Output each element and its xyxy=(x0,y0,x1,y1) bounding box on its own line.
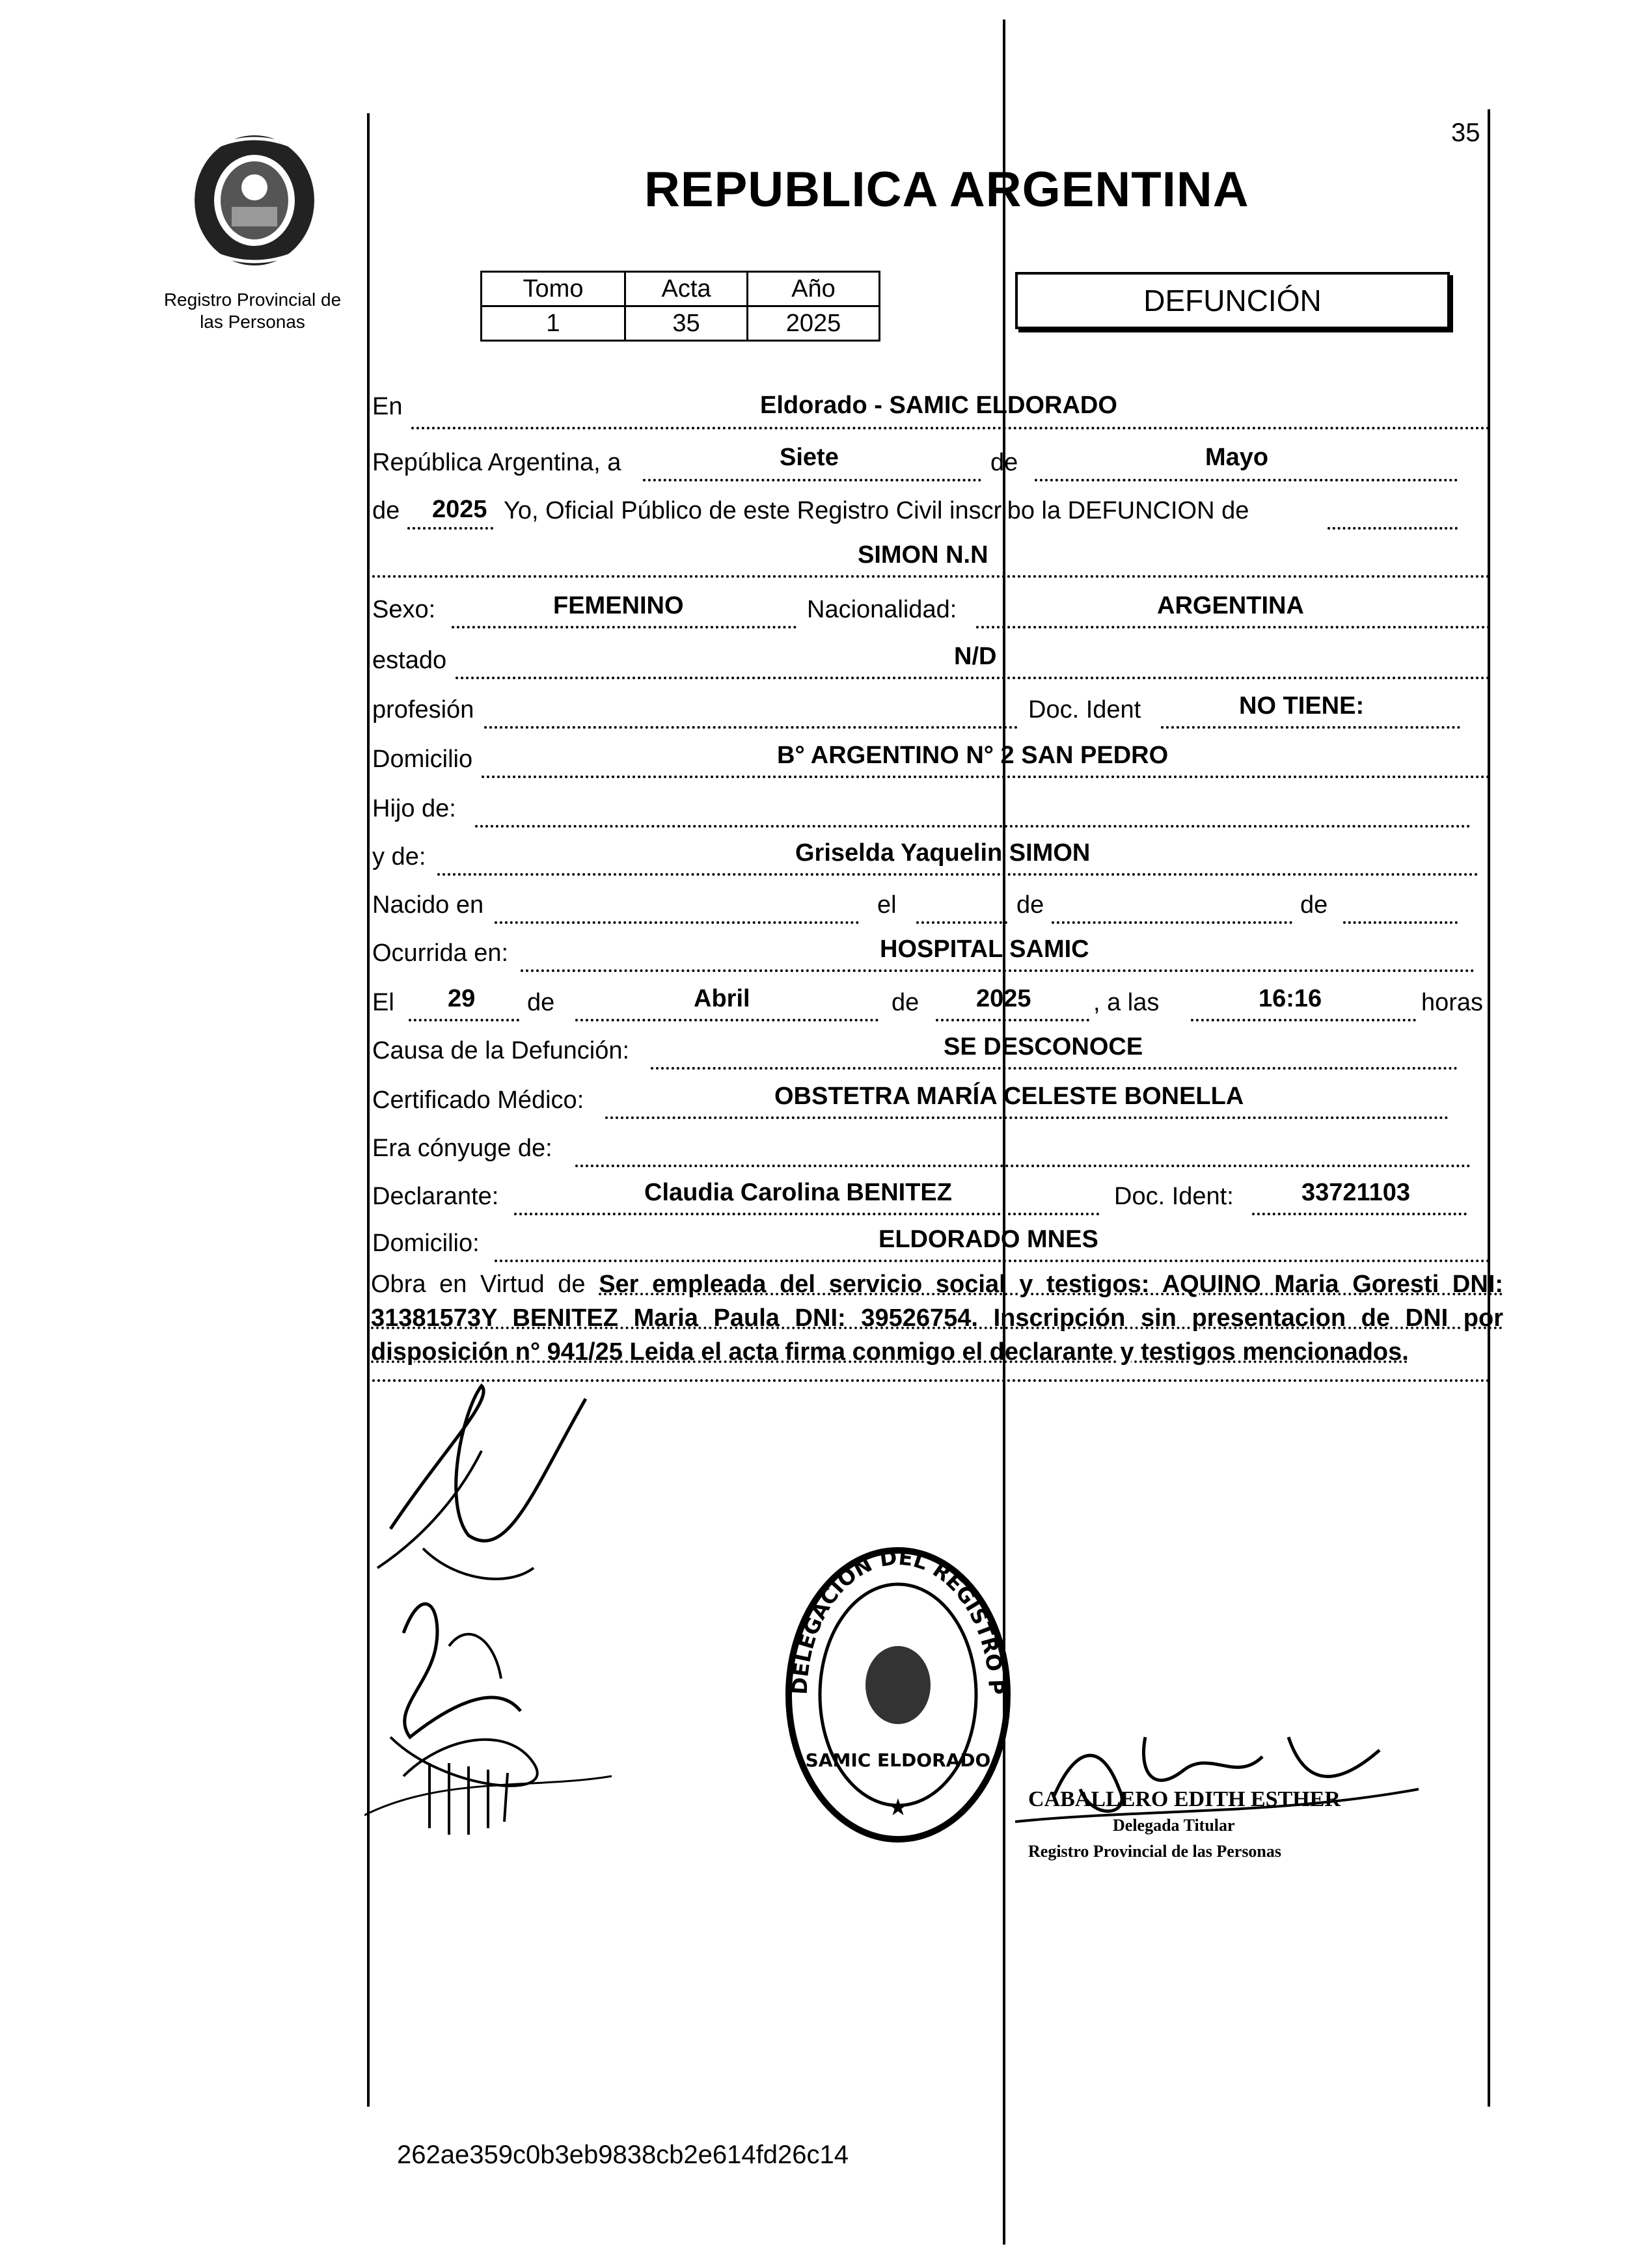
official-office: Registro Provincial de las Personas xyxy=(1028,1842,1282,1861)
anio-value: 2025 xyxy=(432,496,487,523)
delegation-seal xyxy=(781,1542,1015,1851)
obra-paragraph xyxy=(371,1267,1503,1369)
de-label-2: de xyxy=(1016,891,1044,919)
hijo-label: Hijo de: xyxy=(372,795,456,822)
seal-text: DELEGACION DEL REGISTRO P xyxy=(787,1545,1009,1695)
dotted-line xyxy=(437,873,1478,876)
mes-value: Mayo xyxy=(1205,444,1269,471)
fecha-anio-value: 2025 xyxy=(976,985,1031,1012)
dotted-line xyxy=(575,1019,878,1021)
center-fold-line xyxy=(1003,20,1005,2245)
de-label-4: de xyxy=(527,989,555,1016)
value-tomo: 1 xyxy=(482,306,625,341)
dotted-line xyxy=(475,825,1471,828)
sexo-label: Sexo: xyxy=(372,596,436,623)
dotted-line xyxy=(521,969,1475,972)
dotted-line xyxy=(605,1116,1449,1119)
dotted-line xyxy=(643,479,981,481)
domicilio-value: B° ARGENTINO N° 2 SAN PEDRO xyxy=(777,742,1169,769)
lugar-value: Eldorado - SAMIC ELDORADO xyxy=(760,392,1117,419)
official-role: Delegada Titular xyxy=(1113,1816,1235,1835)
nacionalidad-label: Nacionalidad: xyxy=(807,596,957,623)
hora-value: 16:16 xyxy=(1259,985,1322,1012)
horas-label: horas xyxy=(1421,989,1484,1016)
causa-label: Causa de la Defunción: xyxy=(372,1037,630,1064)
header-tomo: Tomo xyxy=(482,272,625,306)
ocurrida-label: Ocurrida en: xyxy=(372,939,509,967)
dotted-line xyxy=(1191,1019,1416,1021)
doc-ident-value: NO TIENE: xyxy=(1239,692,1365,720)
de-label-3: de xyxy=(1300,891,1328,919)
declarante-label: Declarante: xyxy=(372,1183,499,1210)
official-name: CABALLERO EDITH ESTHER xyxy=(1028,1787,1341,1811)
dotted-line xyxy=(484,726,1018,729)
oficial-text: Yo, Oficial Público de este Registro Civil inscribo la DEFUNCION de xyxy=(504,497,1249,524)
record-type-box: DEFUNCIÓN xyxy=(1015,272,1450,329)
el-label-2: El xyxy=(372,989,394,1016)
misiones-coat-of-arms-logo xyxy=(186,129,323,272)
doc-ident2-value: 33721103 xyxy=(1301,1179,1410,1206)
fecha-mes-value: Abril xyxy=(694,985,750,1012)
declarante-value: Claudia Carolina BENITEZ xyxy=(644,1179,952,1206)
domicilio2-value: ELDORADO MNES xyxy=(878,1226,1098,1253)
profesion-label: profesión xyxy=(372,696,474,723)
conyuge-label: Era cónyuge de: xyxy=(372,1135,552,1162)
dotted-line xyxy=(1252,1213,1467,1215)
dotted-line xyxy=(1035,479,1458,481)
dotted-line xyxy=(916,921,1007,924)
dotted-line xyxy=(1161,726,1460,729)
doc-ident2-label: Doc. Ident: xyxy=(1114,1183,1234,1210)
dia-value: Siete xyxy=(780,444,839,471)
dotted-line xyxy=(407,527,493,530)
dotted-line xyxy=(452,626,797,628)
nacionalidad-value: ARGENTINA xyxy=(1157,592,1304,619)
dotted-line xyxy=(482,776,1490,778)
dotted-line xyxy=(372,575,1490,578)
nombre-value: SIMON N.N xyxy=(858,541,988,569)
domicilio-label: Domicilio xyxy=(372,746,473,773)
doc-ident-label: Doc. Ident xyxy=(1028,696,1141,723)
estado-label: estado xyxy=(372,647,447,674)
dotted-line xyxy=(514,1213,1100,1215)
document-hash: 262ae359c0b3eb9838cb2e614fd26c14 xyxy=(397,2140,849,2169)
value-acta: 35 xyxy=(625,306,748,341)
dotted-line xyxy=(575,1165,1471,1167)
obra-label: Obra en Virtud de xyxy=(371,1271,586,1298)
header-anio: Año xyxy=(748,272,880,306)
dotted-line xyxy=(976,626,1490,628)
dotted-line xyxy=(1343,921,1458,924)
dotted-line xyxy=(495,921,859,924)
registry-table xyxy=(480,271,880,342)
dotted-line xyxy=(411,427,1490,429)
ocurrida-value: HOSPITAL SAMIC xyxy=(880,936,1089,963)
dotted-line xyxy=(651,1067,1458,1070)
page-number: 35 xyxy=(1451,118,1480,147)
dotted-line xyxy=(456,677,1490,679)
madre-value: Griselda Yaquelin SIMON xyxy=(795,839,1091,867)
official-stamp xyxy=(1028,1787,1341,1865)
dotted-line xyxy=(495,1260,1490,1262)
nacido-label: Nacido en xyxy=(372,891,484,919)
certificado-value: OBSTETRA MARÍA CELESTE BONELLA xyxy=(774,1083,1244,1110)
registry-label: Registro Provincial de las Personas xyxy=(163,290,342,332)
domicilio2-label: Domicilio: xyxy=(372,1230,480,1257)
causa-value: SE DESCONOCE xyxy=(944,1033,1143,1060)
seal-inner-text: SAMIC ELDORADO xyxy=(805,1749,991,1771)
fecha-dia-value: 29 xyxy=(448,985,476,1012)
witness-signatures xyxy=(364,1373,651,1867)
estado-value: N/D xyxy=(954,643,997,670)
dotted-line xyxy=(1328,527,1458,530)
dotted-line xyxy=(1052,921,1292,924)
y-de-label: y de: xyxy=(372,843,426,871)
header-acta: Acta xyxy=(625,272,748,306)
right-margin-line xyxy=(1488,109,1490,2107)
certificado-label: Certificado Médico: xyxy=(372,1087,584,1114)
a-las-label: , a las xyxy=(1093,989,1160,1016)
el-label: el xyxy=(877,891,897,919)
en-label: En xyxy=(372,393,403,420)
dotted-line xyxy=(936,1019,1089,1021)
page-title: REPUBLICA ARGENTINA xyxy=(644,162,1249,217)
republica-label: República Argentina, a xyxy=(372,449,621,476)
obra-text: Ser empleada del servicio social y testigos: AQUINO Maria Goresti DNI: 31381573Y BENITEZ Maria Paula DNI: 39526754. Inscripción sin presentacion de DNI por disposición n° 941/25 Leida el acta firma conmigo el declarante y testigos mencionados. xyxy=(371,1271,1503,1366)
star-icon: ★ xyxy=(887,1794,909,1820)
value-anio: 2025 xyxy=(748,306,880,341)
de-label-5: de xyxy=(892,989,919,1016)
sexo-value: FEMENINO xyxy=(553,592,684,619)
de-anio-label: de xyxy=(372,497,400,524)
de-label: de xyxy=(990,449,1018,476)
dotted-line xyxy=(409,1019,519,1021)
